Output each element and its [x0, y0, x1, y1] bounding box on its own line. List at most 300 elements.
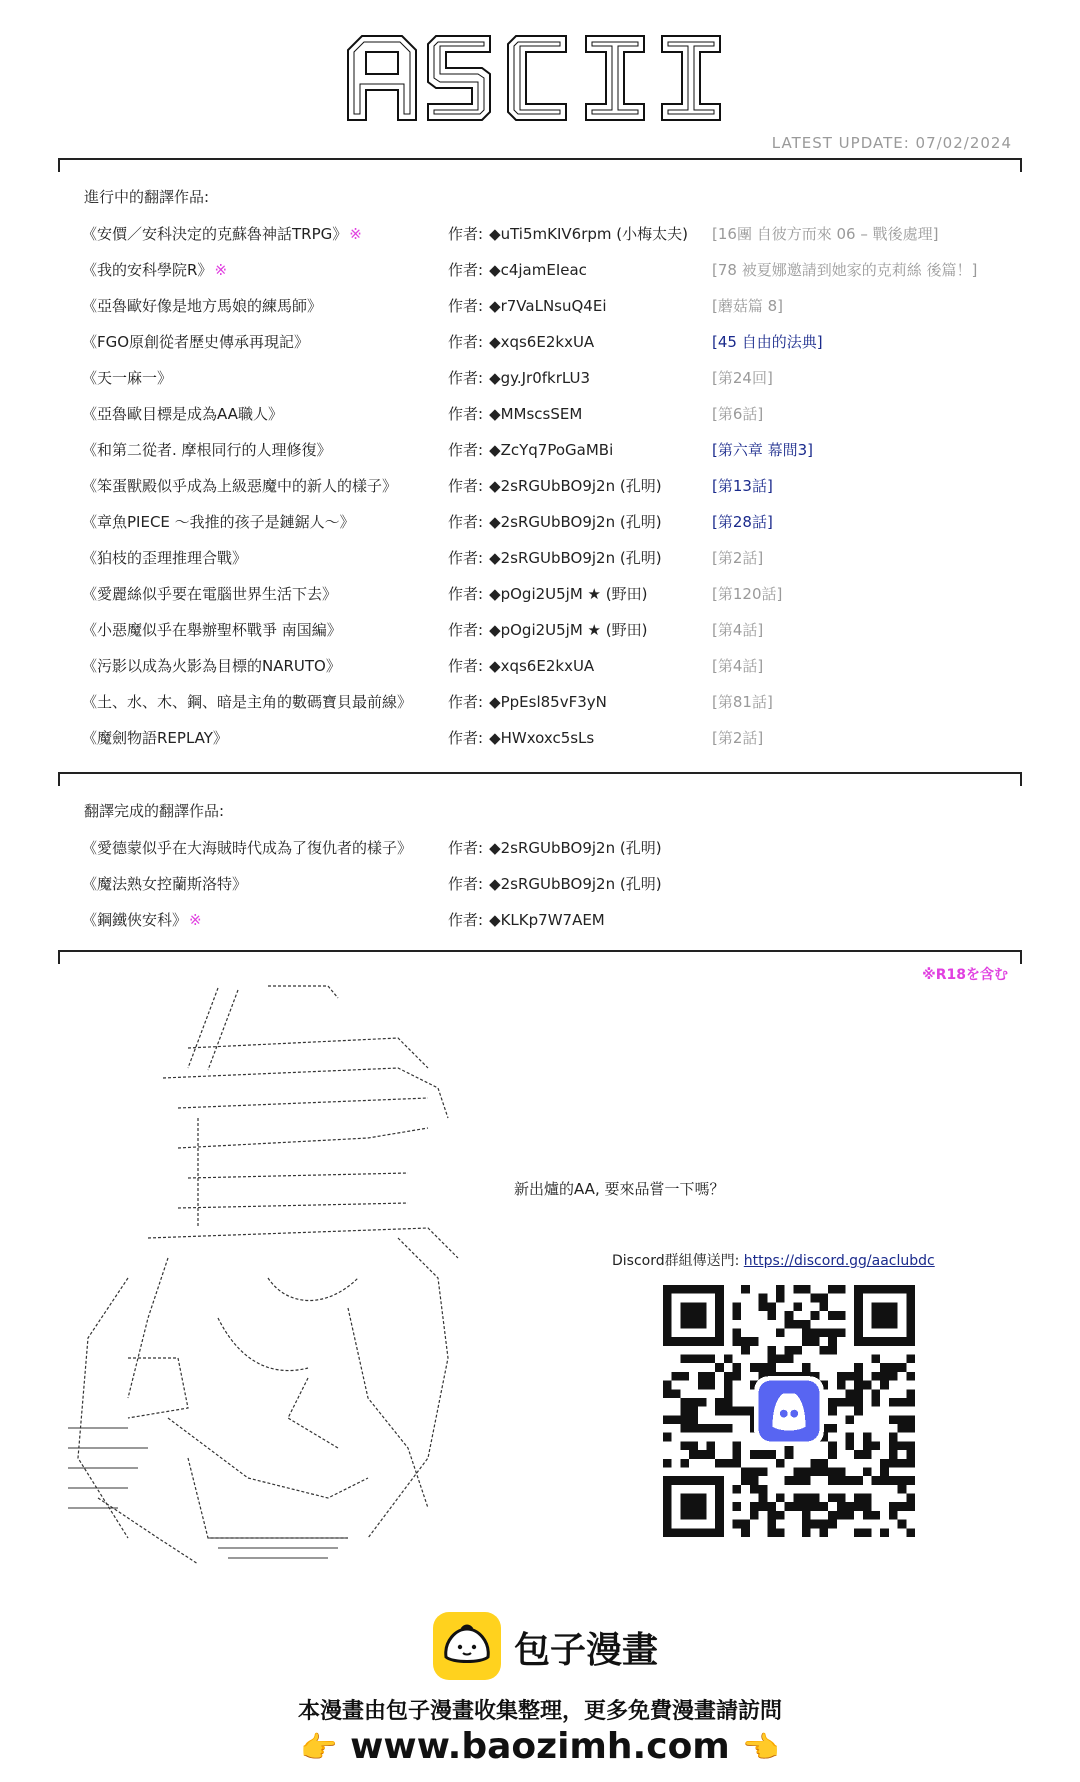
qr-module — [698, 1355, 707, 1364]
author-label: 作者: — [448, 333, 484, 351]
qr-module — [837, 1467, 846, 1476]
qr-module — [863, 1433, 872, 1442]
qr-module — [741, 1528, 750, 1537]
qr-module — [733, 1520, 742, 1529]
qr-module — [828, 1494, 837, 1503]
qr-module — [845, 1398, 854, 1407]
qr-module — [906, 1476, 915, 1485]
work-row — [82, 838, 1022, 874]
work-author — [448, 224, 688, 244]
qr-module — [663, 1381, 672, 1390]
work-author — [448, 368, 590, 388]
qr-module — [811, 1294, 820, 1303]
qr-module — [872, 1372, 881, 1381]
qr-module — [724, 1372, 733, 1381]
divider-top — [58, 158, 1022, 160]
work-title-text: 《狛枝的歪理推理合戰》 — [82, 549, 248, 567]
qr-module — [759, 1502, 768, 1511]
qr-module — [906, 1494, 915, 1503]
work-author — [448, 656, 594, 676]
qr-module — [689, 1450, 698, 1459]
qr-module — [776, 1355, 785, 1364]
work-title[interactable] — [82, 656, 341, 676]
latest-chapter-link[interactable]: [第24回] — [712, 369, 773, 387]
qr-module — [880, 1372, 889, 1381]
qr-module — [802, 1511, 811, 1520]
work-row — [82, 440, 1022, 476]
qr-module — [845, 1372, 854, 1381]
qr-module — [698, 1450, 707, 1459]
ongoing-heading: 進行中的翻譯作品: — [84, 188, 210, 206]
qr-module — [776, 1494, 785, 1503]
qr-module — [837, 1511, 846, 1520]
qr-module — [880, 1467, 889, 1476]
qr-module — [863, 1494, 872, 1503]
qr-module — [863, 1441, 872, 1450]
ascii-art-illustration — [68, 978, 488, 1564]
author-label: 作者: — [448, 693, 484, 711]
qr-module — [689, 1398, 698, 1407]
qr-module — [854, 1476, 863, 1485]
qr-module — [811, 1337, 820, 1346]
qr-module — [698, 1398, 707, 1407]
author-name: ◆2sRGUbBO9j2n (孔明) — [489, 839, 662, 857]
qr-module — [793, 1467, 802, 1476]
author-label: 作者: — [448, 225, 484, 243]
qr-module — [724, 1424, 733, 1433]
latest-chapter-link[interactable]: [第六章 幕間3] — [712, 441, 814, 459]
qr-module — [802, 1528, 811, 1537]
work-title[interactable] — [82, 476, 397, 496]
work-title[interactable] — [82, 404, 283, 424]
qr-module — [802, 1363, 811, 1372]
work-title[interactable] — [82, 728, 228, 748]
footer-url-line — [0, 1726, 1080, 1767]
qr-module — [819, 1467, 828, 1476]
qr-module — [889, 1511, 898, 1520]
qr-module — [854, 1494, 863, 1503]
qr-module — [680, 1372, 689, 1381]
qr-module — [741, 1407, 750, 1416]
qr-module — [802, 1520, 811, 1529]
latest-chapter-link[interactable]: [第28話] — [712, 513, 773, 531]
qr-module — [837, 1381, 846, 1390]
work-author — [448, 874, 662, 894]
qr-module — [854, 1372, 863, 1381]
qr-module — [680, 1355, 689, 1364]
qr-module — [811, 1467, 820, 1476]
qr-module — [880, 1528, 889, 1537]
qr-module — [906, 1424, 915, 1433]
qr-module — [759, 1294, 768, 1303]
qr-module — [802, 1467, 811, 1476]
work-title[interactable] — [82, 874, 247, 894]
work-title[interactable] — [82, 260, 227, 280]
qr-module — [733, 1441, 742, 1450]
latest-chapter-link[interactable]: [第13話] — [712, 477, 773, 495]
qr-module — [663, 1389, 672, 1398]
latest-chapter-link[interactable]: [第6話] — [712, 405, 764, 423]
work-row — [82, 620, 1022, 656]
qr-module — [906, 1355, 915, 1364]
qr-module — [767, 1450, 776, 1459]
author-label: 作者: — [448, 549, 484, 567]
author-label: 作者: — [448, 585, 484, 603]
latest-chapter-link[interactable]: [第4話] — [712, 621, 764, 639]
qr-module — [680, 1415, 689, 1424]
qr-module — [715, 1398, 724, 1407]
author-label: 作者: — [448, 261, 484, 279]
qr-module — [811, 1494, 820, 1503]
qr-module — [863, 1502, 872, 1511]
qr-module — [898, 1476, 907, 1485]
qr-module — [828, 1311, 837, 1320]
qr-module — [793, 1476, 802, 1485]
qr-module — [733, 1328, 742, 1337]
work-row — [82, 476, 1022, 512]
work-title[interactable] — [82, 332, 309, 352]
work-author — [448, 404, 582, 424]
qr-module — [706, 1424, 715, 1433]
qr-module — [706, 1372, 715, 1381]
qr-module — [906, 1459, 915, 1468]
author-name: ◆2sRGUbBO9j2n (孔明) — [489, 477, 662, 495]
qr-module — [828, 1337, 837, 1346]
work-title-text: 《FGO原創從者歷史傳承再現記》 — [82, 333, 310, 351]
qr-module — [880, 1459, 889, 1468]
latest-chapter-link[interactable]: [第120話] — [712, 585, 783, 603]
latest-chapter-link[interactable]: [第2話] — [712, 549, 764, 567]
qr-module — [819, 1459, 828, 1468]
qr-module — [889, 1459, 898, 1468]
qr-module — [872, 1389, 881, 1398]
qr-module — [854, 1363, 863, 1372]
qr-module — [811, 1328, 820, 1337]
author-name: ◆HWxoxc5sLs — [489, 729, 595, 747]
work-title-text: 《土、水、木、鋼、暗是主角的數碼寶貝最前線》 — [82, 693, 413, 711]
work-author — [448, 620, 647, 640]
qr-module — [811, 1459, 820, 1468]
discord-qr-code[interactable] — [663, 1285, 915, 1537]
qr-module — [715, 1407, 724, 1416]
work-author — [448, 692, 607, 712]
latest-chapter-link[interactable]: [蘑菇篇 8] — [712, 297, 784, 315]
author-name: ◆MMscsSEM — [489, 405, 583, 423]
qr-module — [689, 1355, 698, 1364]
work-author — [448, 296, 607, 316]
qr-module — [741, 1476, 750, 1485]
discord-link[interactable]: https://discord.gg/aaclubdc — [743, 1253, 935, 1269]
qr-module — [854, 1450, 863, 1459]
aa-invite-text: 新出爐的AA, 要來品嘗一下嗎？ — [514, 1180, 725, 1198]
qr-module — [767, 1502, 776, 1511]
work-author — [448, 332, 594, 352]
qr-module — [828, 1407, 837, 1416]
work-title[interactable] — [82, 692, 412, 712]
qr-module — [706, 1355, 715, 1364]
qr-module — [750, 1485, 759, 1494]
qr-module — [663, 1433, 672, 1442]
qr-module — [750, 1502, 759, 1511]
work-title-text: 《污影以成為火影為目標的NARUTO》 — [82, 657, 341, 675]
footer-message: 本漫畫由包子漫畫收集整理，更多免費漫畫請訪問 — [297, 1699, 782, 1724]
work-title-text: 《鋼鐵俠安科》 — [82, 911, 188, 929]
qr-module — [819, 1528, 828, 1537]
work-title-text: 《天一麻一》 — [82, 369, 173, 387]
qr-module — [898, 1424, 907, 1433]
qr-module — [837, 1502, 846, 1511]
qr-module — [898, 1502, 907, 1511]
work-row — [82, 224, 1022, 260]
qr-module — [724, 1407, 733, 1416]
author-name: ◆2sRGUbBO9j2n (孔明) — [489, 549, 662, 567]
work-author — [448, 260, 587, 280]
qr-module — [724, 1459, 733, 1468]
qr-module — [733, 1372, 742, 1381]
qr-module — [872, 1398, 881, 1407]
r18-mark: ※ — [189, 911, 202, 929]
work-author — [448, 728, 594, 748]
qr-module — [889, 1441, 898, 1450]
author-label: 作者: — [448, 297, 484, 315]
qr-module — [767, 1511, 776, 1520]
author-label: 作者: — [448, 405, 484, 423]
work-title[interactable] — [82, 838, 412, 858]
qr-module — [906, 1502, 915, 1511]
qr-module — [750, 1476, 759, 1485]
qr-module — [828, 1285, 837, 1294]
work-title[interactable] — [82, 296, 322, 316]
work-title[interactable] — [82, 440, 332, 460]
work-title-text: 《小惡魔似乎在舉辦聖杯戰爭 南国編》 — [82, 621, 342, 639]
qr-module — [793, 1502, 802, 1511]
qr-module — [845, 1441, 854, 1450]
author-label: 作者: — [448, 621, 484, 639]
qr-module — [845, 1389, 854, 1398]
author-name: ◆c4jamEIeac — [489, 261, 587, 279]
qr-module — [759, 1450, 768, 1459]
qr-module — [680, 1398, 689, 1407]
qr-module — [898, 1485, 907, 1494]
qr-module — [689, 1441, 698, 1450]
author-name: ◆2sRGUbBO9j2n (孔明) — [489, 875, 662, 893]
qr-module — [767, 1363, 776, 1372]
qr-module — [733, 1485, 742, 1494]
qr-module — [828, 1467, 837, 1476]
qr-module — [741, 1285, 750, 1294]
qr-module — [863, 1450, 872, 1459]
latest-update: LATEST UPDATE: 07/02/2024 — [771, 134, 1012, 152]
work-row — [82, 260, 1022, 296]
author-name: ◆PpEsl85vF3yN — [489, 693, 607, 711]
qr-module — [733, 1337, 742, 1346]
work-row — [82, 548, 1022, 584]
qr-module — [706, 1381, 715, 1390]
work-title-text: 《笨蛋獸殿似乎成為上級惡魔中的新人的樣子》 — [82, 477, 398, 495]
qr-module — [819, 1520, 828, 1529]
qr-module — [689, 1424, 698, 1433]
work-row — [82, 656, 1022, 692]
qr-module — [819, 1328, 828, 1337]
work-row — [82, 368, 1022, 404]
qr-module — [872, 1355, 881, 1364]
author-name: ◆uTi5mKIV6rpm (小梅太夫) — [489, 225, 688, 243]
latest-chapter-link[interactable]: [45 自由的法典] — [712, 333, 823, 351]
work-title-text: 《亞魯歐好像是地方馬娘的練馬師》 — [82, 297, 323, 315]
qr-module — [672, 1372, 681, 1381]
qr-module — [759, 1302, 768, 1311]
r18-mark: ※ — [214, 261, 228, 279]
work-title[interactable] — [82, 584, 337, 604]
qr-module — [802, 1476, 811, 1485]
qr-module — [733, 1407, 742, 1416]
qr-module — [706, 1450, 715, 1459]
work-title-text: 《亞魯歐目標是成為AA職人》 — [82, 405, 283, 423]
author-name: ◆pOgi2U5jM ★ (野田) — [489, 585, 648, 603]
work-author — [448, 512, 662, 532]
qr-module — [802, 1320, 811, 1329]
work-row — [82, 512, 1022, 548]
author-name: ◆gy.Jr0fkrLU3 — [489, 369, 591, 387]
qr-module — [785, 1502, 794, 1511]
qr-module — [733, 1311, 742, 1320]
author-name: ◆xqs6E2kxUA — [489, 333, 595, 351]
qr-module — [733, 1302, 742, 1311]
work-title[interactable] — [82, 224, 362, 244]
qr-module — [776, 1328, 785, 1337]
divider-middle — [58, 772, 1022, 774]
qr-module — [863, 1528, 872, 1537]
work-row — [82, 874, 1022, 910]
qr-module — [715, 1363, 724, 1372]
qr-module — [845, 1433, 854, 1442]
qr-module — [845, 1502, 854, 1511]
qr-module — [724, 1355, 733, 1364]
qr-module — [759, 1467, 768, 1476]
qr-module — [741, 1337, 750, 1346]
qr-module — [767, 1302, 776, 1311]
qr-module — [689, 1407, 698, 1416]
qr-module — [750, 1337, 759, 1346]
qr-module — [854, 1407, 863, 1416]
qr-module — [872, 1476, 881, 1485]
work-author — [448, 838, 662, 858]
qr-module — [776, 1459, 785, 1468]
qr-module — [776, 1294, 785, 1303]
author-label: 作者: — [448, 513, 484, 531]
qr-module — [906, 1389, 915, 1398]
qr-module — [776, 1285, 785, 1294]
work-title[interactable] — [82, 910, 202, 930]
qr-module — [750, 1363, 759, 1372]
work-row — [82, 910, 1022, 946]
qr-module — [750, 1467, 759, 1476]
latest-chapter-link[interactable]: [第2話] — [712, 729, 764, 747]
work-title[interactable] — [82, 548, 247, 568]
qr-module — [906, 1398, 915, 1407]
qr-module — [828, 1328, 837, 1337]
latest-chapter-link[interactable]: [第81話] — [712, 693, 773, 711]
qr-module — [828, 1424, 837, 1433]
latest-chapter-link[interactable]: [78 被夏娜邀請到她家的克莉絲 後篇！] — [712, 261, 978, 279]
qr-module — [680, 1407, 689, 1416]
qr-module — [680, 1424, 689, 1433]
qr-module — [776, 1528, 785, 1537]
qr-module — [698, 1372, 707, 1381]
qr-module — [724, 1381, 733, 1390]
qr-module — [898, 1520, 907, 1529]
author-label: 作者: — [448, 369, 484, 387]
qr-module — [785, 1346, 794, 1355]
qr-module — [793, 1494, 802, 1503]
qr-module — [759, 1363, 768, 1372]
qr-module — [724, 1389, 733, 1398]
qr-module — [880, 1381, 889, 1390]
qr-module — [733, 1459, 742, 1468]
latest-chapter-link[interactable]: [第4話] — [712, 657, 764, 675]
work-row — [82, 584, 1022, 620]
qr-module — [828, 1441, 837, 1450]
qr-module — [837, 1476, 846, 1485]
work-author — [448, 440, 613, 460]
qr-module — [672, 1389, 681, 1398]
discord-label: Discord群組傳送門: — [612, 1253, 740, 1269]
qr-module — [793, 1346, 802, 1355]
qr-module — [733, 1450, 742, 1459]
work-row — [82, 404, 1022, 440]
qr-module — [663, 1459, 672, 1468]
qr-module — [767, 1311, 776, 1320]
author-name: ◆pOgi2U5jM ★ (野田) — [489, 621, 648, 639]
work-title-text: 《和第二從者. 摩根同行的人理修復》 — [82, 441, 332, 459]
latest-chapter-link[interactable]: [16團 自彼方而來 06 – 戰後處理] — [712, 225, 939, 243]
qr-module — [828, 1346, 837, 1355]
author-label: 作者: — [448, 657, 484, 675]
qr-module — [750, 1450, 759, 1459]
qr-module — [811, 1502, 820, 1511]
qr-module — [698, 1424, 707, 1433]
qr-module — [880, 1363, 889, 1372]
qr-module — [767, 1355, 776, 1364]
qr-module — [828, 1511, 837, 1520]
qr-module — [767, 1528, 776, 1537]
qr-module — [898, 1363, 907, 1372]
qr-module — [819, 1502, 828, 1511]
qr-module — [767, 1520, 776, 1529]
qr-module — [845, 1415, 854, 1424]
work-title[interactable] — [82, 368, 172, 388]
r18-note: ※R18を含む — [922, 967, 1008, 983]
work-row — [82, 692, 1022, 728]
work-row — [82, 296, 1022, 332]
r18-mark: ※ — [349, 225, 362, 243]
qr-module — [837, 1311, 846, 1320]
qr-module — [785, 1476, 794, 1485]
work-title-text: 《魔劍物語REPLAY》 — [82, 729, 228, 747]
qr-module — [793, 1320, 802, 1329]
footer-url[interactable]: www.baozimh.com — [350, 1726, 730, 1767]
baozi-bun-icon — [432, 1611, 502, 1681]
work-title[interactable] — [82, 620, 342, 640]
qr-module — [802, 1494, 811, 1503]
work-title[interactable] — [82, 512, 355, 532]
work-title-text: 《愛德蒙似乎在大海賊時代成為了復仇者的樣子》 — [82, 839, 413, 857]
author-name: ◆KLKp7W7AEM — [489, 911, 605, 929]
author-name: ◆r7VaLNsuQ4Ei — [489, 297, 607, 315]
qr-module — [854, 1389, 863, 1398]
work-title-text: 《安價／安科決定的克蘇魯神話TRPG》 — [82, 225, 348, 243]
qr-module — [680, 1459, 689, 1468]
